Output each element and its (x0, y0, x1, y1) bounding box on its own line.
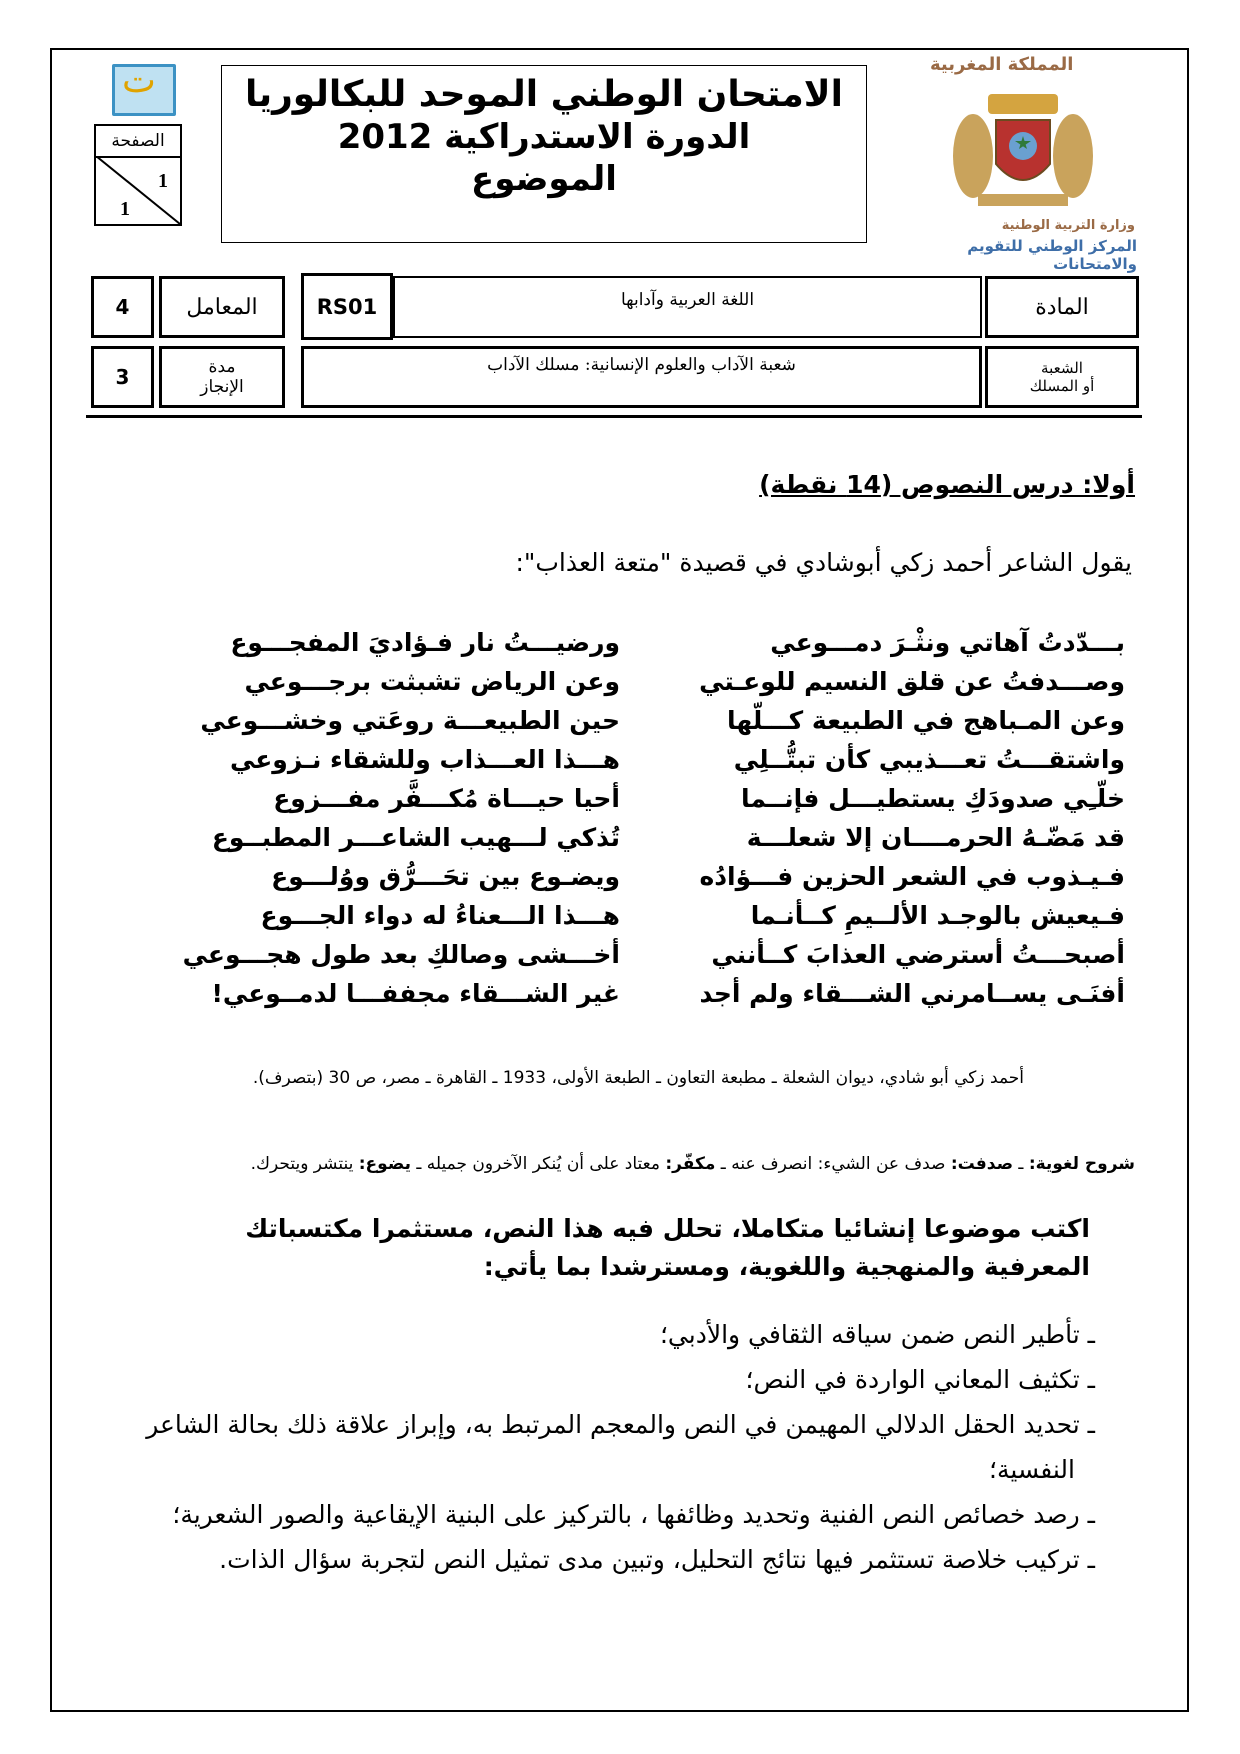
verse-left: وعن الرياض تشبثت برجـــوعي (244, 667, 620, 696)
page-number-box (94, 124, 182, 226)
duration-label-line-2: الإنجاز (200, 377, 244, 397)
page-total: 1 (120, 198, 130, 220)
title-line-3: الموضوع (471, 159, 617, 199)
intro-text: يقول الشاعر أحمد زكي أبوشادي في قصيدة "متعة العذاب": (515, 548, 1132, 577)
subject-value: اللغة العربية وآدابها (393, 276, 982, 338)
subject-code: RS01 (301, 273, 393, 340)
poem-source: أحمد زكي أبو شادي، ديوان الشعلة ـ مطبعة التعاون ـ الطبعة الأولى، 1933 ـ القاهرة ـ مصر، ص 30 (بتصرف). (252, 1068, 1024, 1088)
glossary-def: صدف عن الشيء: انصرف عنه (731, 1154, 946, 1174)
guideline-item: ـ تركيب خلاصة تستثمر فيها نتائج التحليل، وتبين مدى تمثيل النص لتجربة سؤال الذات. (219, 1545, 1095, 1574)
verse-right: وعن المـباهج في الطبيعة كـــلّها (726, 706, 1125, 735)
guideline-item: ـ تأطير النص ضمن سياقه الثقافي والأدبي؛ (659, 1320, 1095, 1349)
duration-label (159, 346, 285, 408)
guideline-item: ـ تكثيف المعاني الواردة في النص؛ (745, 1365, 1095, 1394)
verse-left: حين الطبيعـــة روعَتي وخشـــوعي (200, 706, 620, 735)
verse-left: هـــذا الـــعناءُ له دواء الجـــوع (260, 901, 620, 930)
verse-right: فـيـذوب في الشعر الحزين فـــؤادُه (699, 862, 1125, 891)
verse-left: أخـــشى وصالكِ بعد طول هجـــوعي (182, 940, 620, 969)
page-label: الصفحة (96, 126, 180, 158)
evaluation-center-label: المركز الوطني للتقويم والامتحانات (967, 237, 1137, 273)
verse-right: وصـــدفتُ عن قلق النسيم للوعـتي (699, 667, 1125, 696)
task-instructions: اكتب موضوعا إنشائيا متكاملا، تحلل فيه هذا النص، مستثمرا مكتسباتك المعرفية والمنهجية واللغوية، ومسترشدا بما يأتي: (245, 1214, 1090, 1281)
title-line-2: الدورة الاستدراكية 2012 (337, 117, 751, 157)
kingdom-label: المملكة المغربية (930, 54, 1074, 75)
glossary-label: شروح لغوية: (1028, 1154, 1135, 1174)
branch-label-line-2: أو المسلك (1029, 377, 1095, 395)
guideline-item: ـ تحديد الحقل الدلالي المهيمن في النص والمعجم المرتبط به، وإبراز علاقة ذلك بحالة الشاعر (146, 1410, 1095, 1439)
title-line-1: الامتحان الوطني الموحد للبكالوريا (245, 74, 843, 115)
glossary-def: ينتشر ويتحرك. (250, 1154, 354, 1174)
guideline-item: ـ رصد خصائص النص الفنية وتحديد وظائفها ، بالتركيز على البنية الإيقاعية والصور الشعرية؛ (172, 1500, 1095, 1529)
verse-right: بـــدّدتُ آهاتي ونثْـرَ دمـــوعي (770, 628, 1125, 657)
verse-right: أصبحـــتُ أسترضي العذابَ كــأنني (711, 940, 1125, 969)
verse-left: ورضيـــتُ نار فـؤاديَ المفجـــوع (230, 628, 620, 657)
verse-left: ويضـوع بين تحَـــرُّق ووُلـــوع (271, 862, 620, 891)
glossary-term: صدفت: (950, 1154, 1014, 1174)
subject-label: المادة (985, 276, 1139, 338)
glossary-term: مكفّر: (665, 1154, 716, 1174)
duration-value: 3 (91, 346, 154, 408)
branch-value: شعبة الآداب والعلوم الإنسانية: مسلك الآداب (301, 346, 982, 408)
duration-label-line-1: مدة (208, 357, 236, 377)
verse-right: خلّـِي صدودَكِ يستطيـــل فإنــما (741, 784, 1125, 813)
verse-left: هـــذا العـــذاب وللشقاء نـزوعي (229, 745, 620, 774)
verse-right: فـيعيش بالوجـد الألــيمِ كــأنـما (750, 901, 1125, 930)
verse-left: غير الشـــقاء مجففـــا لدمــوعي! (211, 979, 620, 1008)
royal-emblem-icon (948, 86, 1098, 211)
exam-title-box (221, 65, 867, 243)
glossary: شروح لغوية: ـ صدفت: صدف عن الشيء: انصرف عنه ـ مكفّر: معتاد على أن يُنكر الآخرون جميله ـ يضوع: ينتشر ويتحرك. (250, 1154, 1135, 1174)
verse-left: تُذكي لـــهيب الشاعـــر المطبــوع (211, 823, 620, 852)
guideline-item-continued: النفسية؛ (989, 1455, 1075, 1484)
branch-label-line-1: الشعبة (1041, 359, 1083, 377)
verse-left: أحيا حيـــاة مُكـــفَّر مفـــزوع (273, 784, 620, 813)
branch-label (985, 346, 1139, 408)
verse-right: أفنَـى يســامرني الشـــقاء ولم أجد (699, 979, 1125, 1008)
glossary-def: معتاد على أن يُنكر الآخرون جميله (426, 1154, 660, 1174)
coefficient-value: 4 (91, 276, 154, 338)
page-current: 1 (158, 170, 168, 192)
ministry-label: وزارة التربية الوطنية (1001, 218, 1135, 233)
header-divider (86, 415, 1142, 418)
verse-right: واشتقـــتُ تعـــذيبي كأن تبتُّــلِي (733, 745, 1125, 774)
glossary-term: يضوع: (358, 1154, 411, 1174)
verse-right: قد مَضّـهُ الحرمــــان إلا شعلـــة (746, 823, 1125, 852)
logo-glyph-icon: ت (122, 60, 156, 101)
section-title: أولا: درس النصوص (14 نقطة) (759, 470, 1135, 499)
coefficient-label: المعامل (159, 276, 285, 338)
